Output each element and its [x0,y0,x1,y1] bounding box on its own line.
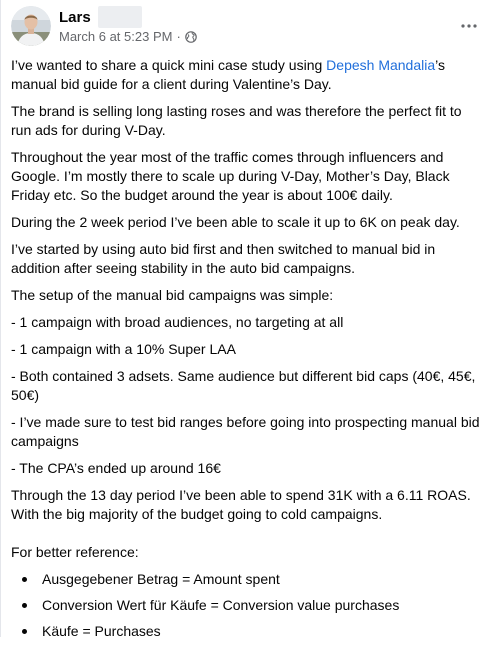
post-intro [11,56,481,94]
reference-item: Käufe = Purchases [33,622,481,641]
intro-text-before: I’ve wanted to share a quick mini case study using [11,57,327,73]
post-paragraph: - 1 campaign with broad audiences, no targeting at all [11,314,344,330]
post-header [11,6,481,50]
globe-icon[interactable] [185,31,197,43]
post-meta [59,29,197,44]
reference-item: Conversion Wert für Käufe = Conversion value purchases [33,596,481,615]
post-paragraph: - I’ve made sure to test bid ranges before going into prospecting manual bid campaigns [11,414,480,449]
author-name[interactable]: Lars [59,9,91,26]
post-paragraph: During the 2 week period I’ve been able to scale it up to 6K on peak day. [11,214,460,230]
paragraph-spacer [11,532,481,543]
post-paragraph: I’ve started by using auto bid first and then switched to manual bid in addition after seeing stability in the auto bid campaigns. [11,241,436,276]
more-options-button[interactable] [457,14,481,38]
name-redaction [98,6,142,28]
post-paragraph: Throughout the year most of the traffic comes through influencers and Google. I’m mostly there to scale up during V-Day, Mother’s Day, Black Friday etc. So the budget around the year is about 100€ daily. [11,149,450,203]
post-paragraph: The setup of the manual bid campaigns was simple: [11,287,334,303]
meta-separator: · [176,29,181,44]
author-avatar[interactable] [11,6,51,46]
post-paragraph: The brand is selling long lasting roses and was therefore the perfect fit to run ads for during V-Day. [11,103,462,138]
reference-heading: For better reference: [11,544,139,560]
mention-link[interactable]: Depesh Mandalia [326,57,436,73]
post-paragraph: - 1 campaign with a 10% Super LAA [11,341,236,357]
reference-item: Ausgegebener Betrag = Amount spent [33,570,481,589]
post-paragraph: - The CPA’s ended up around 16€ [11,460,221,476]
avatar-image [11,6,51,46]
post-paragraph: Through the 13 day period I’ve been able to spend 31K with a 6.11 ROAS. With the big majority of the budget going to cold campaigns. [11,487,471,522]
intro-text-after: ’s manual bid guide for a client during Valentine’s Day. [11,57,445,92]
reference-list [11,570,481,641]
more-horizontal-icon [461,24,477,28]
post-paragraph: - Both contained 3 adsets. Same audience but different bid caps (40€, 45€, 50€) [11,368,476,403]
post-body [11,56,481,648]
post-timestamp[interactable]: March 6 at 5:23 PM [59,29,173,44]
